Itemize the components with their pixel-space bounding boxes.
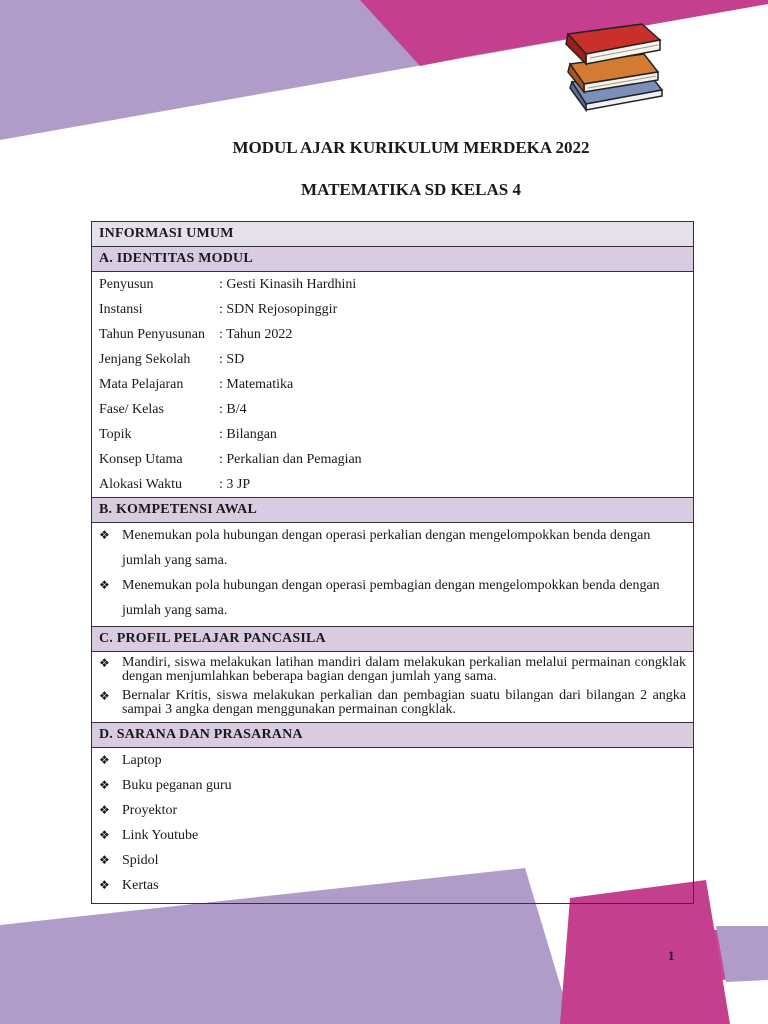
identity-value: : 3 JP	[219, 477, 251, 492]
list-item-text: Spidol	[122, 853, 159, 868]
facilities-header: D. SARANA DAN PRASARANA	[92, 723, 693, 748]
list-item	[99, 523, 686, 573]
identity-value: : Bilangan	[219, 427, 277, 442]
list-item	[99, 798, 686, 823]
list-item-text: Kertas	[122, 878, 159, 893]
identity-row	[99, 372, 686, 397]
diamond-bullet-icon: ❖	[99, 689, 110, 703]
identity-row	[99, 422, 686, 447]
diamond-bullet-icon: ❖	[99, 778, 110, 792]
diamond-bullet-icon: ❖	[99, 528, 110, 542]
identity-value: : Perkalian dan Pemagian	[219, 452, 362, 467]
diamond-bullet-icon: ❖	[99, 878, 110, 892]
identity-label: Konsep Utama	[99, 452, 183, 467]
identity-row	[99, 472, 686, 497]
identity-value: : B/4	[219, 402, 247, 417]
identity-label: Jenjang Sekolah	[99, 352, 191, 367]
identity-label: Fase/ Kelas	[99, 402, 164, 417]
identity-value: : SDN Rejosopinggir	[219, 302, 338, 317]
identity-value: : Gesti Kinasih Hardhini	[219, 277, 357, 292]
list-item-text: Link Youtube	[122, 828, 199, 843]
list-item	[99, 873, 686, 898]
list-item	[99, 773, 686, 798]
identity-label: Instansi	[99, 302, 143, 317]
document-title: MODUL AJAR KURIKULUM MERDEKA 2022	[232, 138, 590, 157]
list-item	[99, 656, 686, 684]
identity-label: Tahun Penyusunan	[99, 327, 205, 342]
pancasila-profile-header: C. PROFIL PELAJAR PANCASILA	[92, 627, 693, 652]
identity-value: : Tahun 2022	[219, 327, 293, 342]
identity-label: Topik	[99, 427, 132, 442]
diamond-bullet-icon: ❖	[99, 853, 110, 867]
books-icon	[560, 20, 670, 112]
diamond-bullet-icon: ❖	[99, 656, 110, 670]
list-item-text: Mandiri, siswa melakukan latihan mandiri dalam melakukan perkalian melalui permainan congklak dengan menjumlahkan beberapa bagian dengan jumlah yang sama.	[122, 655, 686, 684]
identity-row	[99, 397, 686, 422]
list-item-text: Proyektor	[122, 803, 178, 818]
document-subtitle: MATEMATIKA SD KELAS 4	[301, 180, 521, 199]
general-info-header: INFORMASI UMUM	[92, 222, 693, 247]
identity-label: Alokasi Waktu	[99, 477, 182, 492]
list-item	[99, 689, 686, 717]
identity-value: : SD	[219, 352, 245, 367]
list-item-text: Laptop	[122, 753, 162, 768]
facilities-section	[92, 748, 693, 903]
identity-row	[99, 347, 686, 372]
list-item	[99, 573, 686, 623]
identity-row	[99, 272, 686, 297]
identity-header: A. IDENTITAS MODUL	[92, 247, 693, 272]
diamond-bullet-icon: ❖	[99, 578, 110, 592]
identity-row	[99, 322, 686, 347]
list-item-text: Menemukan pola hubungan dengan operasi pembagian dengan mengelompokkan benda dengan jumlah yang sama.	[122, 578, 660, 618]
list-item	[99, 748, 686, 773]
list-item-text: Menemukan pola hubungan dengan operasi perkalian dengan mengelompokkan benda dengan jumlah yang sama.	[122, 528, 651, 568]
identity-label: Mata Pelajaran	[99, 377, 184, 392]
identity-section	[92, 272, 693, 498]
identity-value: : Matematika	[219, 377, 294, 392]
competency-header: B. KOMPETENSI AWAL	[92, 498, 693, 523]
list-item	[99, 823, 686, 848]
identity-row	[99, 297, 686, 322]
list-item	[99, 848, 686, 873]
list-item-text: Bernalar Kritis, siswa melakukan perkalian dan pembagian suatu bilangan dari bilangan 2 angka sampai 3 angka dengan menggunakan permainan congklak.	[122, 688, 686, 717]
list-item-text: Buku peganan guru	[122, 778, 232, 793]
identity-label: Penyusun	[99, 277, 154, 292]
competency-section	[92, 523, 693, 627]
pancasila-profile-section	[92, 652, 693, 723]
page-number: 1	[668, 948, 675, 963]
identity-row	[99, 447, 686, 472]
diamond-bullet-icon: ❖	[99, 753, 110, 767]
diamond-bullet-icon: ❖	[99, 828, 110, 842]
diamond-bullet-icon: ❖	[99, 803, 110, 817]
module-info-table	[91, 221, 694, 904]
